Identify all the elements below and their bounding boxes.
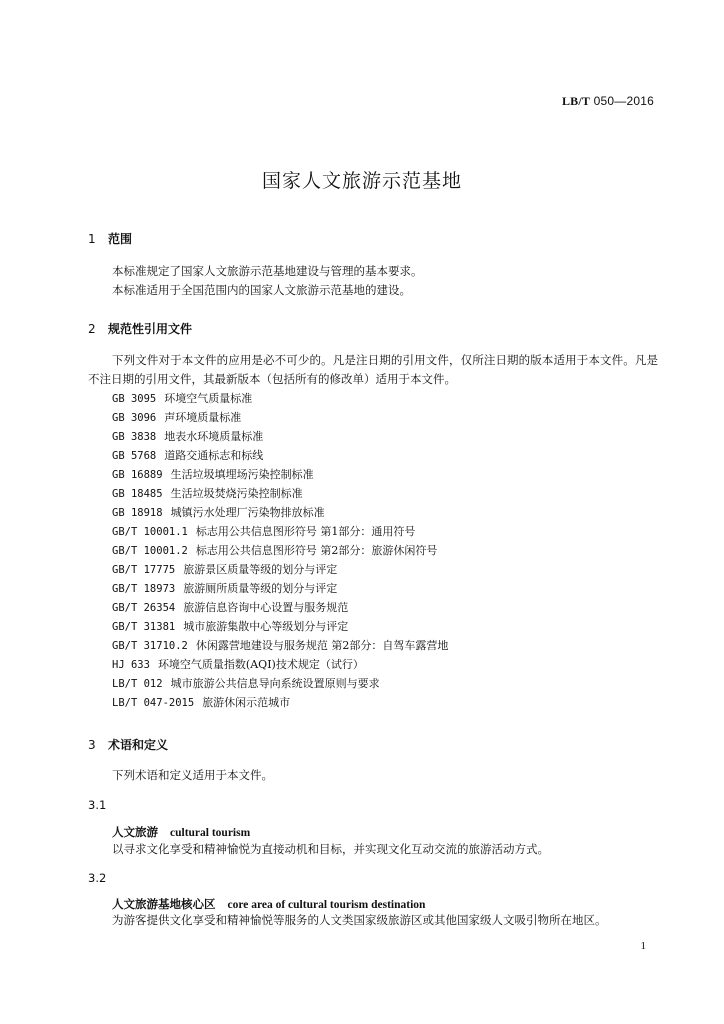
page-title: 国家人文旅游示范基地 (261, 170, 462, 192)
section-title: 规范性引用文件 (108, 322, 193, 336)
section-number: 3 (88, 738, 96, 752)
section-number: 1 (88, 232, 96, 246)
ref-title: 旅游信息咨询中心设置与服务规范 (183, 601, 349, 614)
section-1-heading (88, 230, 132, 247)
ref-title: 标志用公共信息图形符号 第1部分：通用符号 (195, 525, 416, 538)
list-item (112, 427, 448, 446)
ref-title: 生活垃圾焚烧污染控制标准 (170, 487, 303, 500)
ref-code: GB/T 18973 (112, 583, 176, 595)
list-item (112, 655, 448, 674)
term-heading (112, 896, 425, 912)
ref-title: 城镇污水处理厂污染物排放标准 (170, 506, 325, 519)
ref-code: GB 3096 (112, 412, 157, 424)
list-item (112, 617, 448, 636)
list-item (112, 693, 448, 712)
section-number: 2 (88, 322, 96, 336)
ref-code: GB 18918 (112, 507, 163, 519)
term-en: core area of cultural tourism destination (227, 899, 426, 911)
ref-title: 旅游休闲示范城市 (202, 696, 291, 709)
ref-code: GB/T 26354 (112, 602, 176, 614)
list-item (112, 446, 448, 465)
ref-code: LB/T 012 (112, 678, 163, 690)
standard-header (562, 94, 654, 109)
ref-code: LB/T 047-2015 (112, 697, 195, 709)
section-title: 范围 (108, 232, 133, 246)
term-zh: 人文旅游 (112, 825, 158, 839)
ref-title: 城市旅游集散中心等级划分与评定 (183, 620, 349, 633)
ref-title: 休闲露营地建设与服务规范 第2部分：自驾车露营地 (195, 639, 449, 652)
ref-title: 环境空气质量标准 (164, 392, 253, 405)
term-definition: 以寻求文化享受和精神愉悦为直接动机和目标，并实现文化互动交流的旅游活动方式。 (112, 842, 549, 856)
term-number: 3.1 (88, 798, 107, 812)
term-zh: 人文旅游基地核心区 (112, 897, 216, 911)
term-en: cultural tourism (170, 827, 251, 839)
ref-title: 声环境质量标准 (164, 411, 242, 424)
ref-title: 旅游景区质量等级的划分与评定 (183, 563, 338, 576)
ref-code: GB/T 10001.2 (112, 545, 188, 557)
list-item (112, 522, 448, 541)
ref-title: 标志用公共信息图形符号 第2部分：旅游休闲符号 (195, 544, 438, 557)
list-item (112, 389, 448, 408)
ref-code: GB 18485 (112, 488, 163, 500)
paragraph: 本标准适用于全国范围内的国家人文旅游示范基地的建设。 (112, 283, 411, 297)
ref-title: 生活垃圾填埋场污染控制标准 (170, 468, 314, 481)
standard-code: LB/T (561, 94, 591, 108)
term-number: 3.2 (88, 871, 107, 885)
ref-title: 环境空气质量指数(AQI)技术规定（试行） (157, 658, 364, 671)
list-item (112, 560, 448, 579)
list-item (112, 674, 448, 693)
list-item (112, 408, 448, 427)
section-3-heading (88, 736, 168, 753)
ref-code: GB/T 17775 (112, 564, 176, 576)
ref-code: GB/T 31381 (112, 621, 176, 633)
list-item (112, 465, 448, 484)
section-2-heading (88, 320, 192, 337)
section-title: 术语和定义 (108, 738, 169, 752)
list-item (112, 636, 448, 655)
term-definition: 为游客提供文化享受和精神愉悦等服务的人文类国家级旅游区或其他国家级人文吸引物所在地区。 (112, 913, 607, 927)
paragraph: 本标准规定了国家人文旅游示范基地建设与管理的基本要求。 (112, 264, 423, 278)
paragraph: 下列文件对于本文件的应用是必不可少的。凡是注日期的引用文件，仅所注日期的版本适用于本文件。凡是不注日期的引用文件，其最新版本（包括所有的修改单）适用于本文件。 (88, 353, 658, 386)
list-item (112, 484, 448, 503)
ref-title: 地表水环境质量标准 (164, 430, 264, 443)
list-item (112, 503, 448, 522)
list-item (112, 598, 448, 617)
ref-code: GB/T 10001.1 (112, 526, 188, 538)
paragraph: 下列术语和定义适用于本文件。 (112, 768, 273, 782)
reference-list (112, 389, 448, 712)
ref-title: 道路交通标志和标线 (164, 449, 264, 462)
ref-title: 城市旅游公共信息导向系统设置原则与要求 (170, 677, 380, 690)
ref-code: GB/T 31710.2 (112, 640, 188, 652)
list-item (112, 579, 448, 598)
term-heading (112, 824, 250, 840)
ref-code: HJ 633 (112, 659, 150, 671)
ref-title: 旅游厕所质量等级的划分与评定 (183, 582, 338, 595)
list-item (112, 541, 448, 560)
standard-number: 050—2016 (593, 94, 654, 108)
ref-code: GB 3095 (112, 393, 157, 405)
ref-code: GB 3838 (112, 431, 157, 443)
ref-code: GB 16889 (112, 469, 163, 481)
ref-code: GB 5768 (112, 450, 157, 462)
page-number: 1 (640, 940, 646, 952)
